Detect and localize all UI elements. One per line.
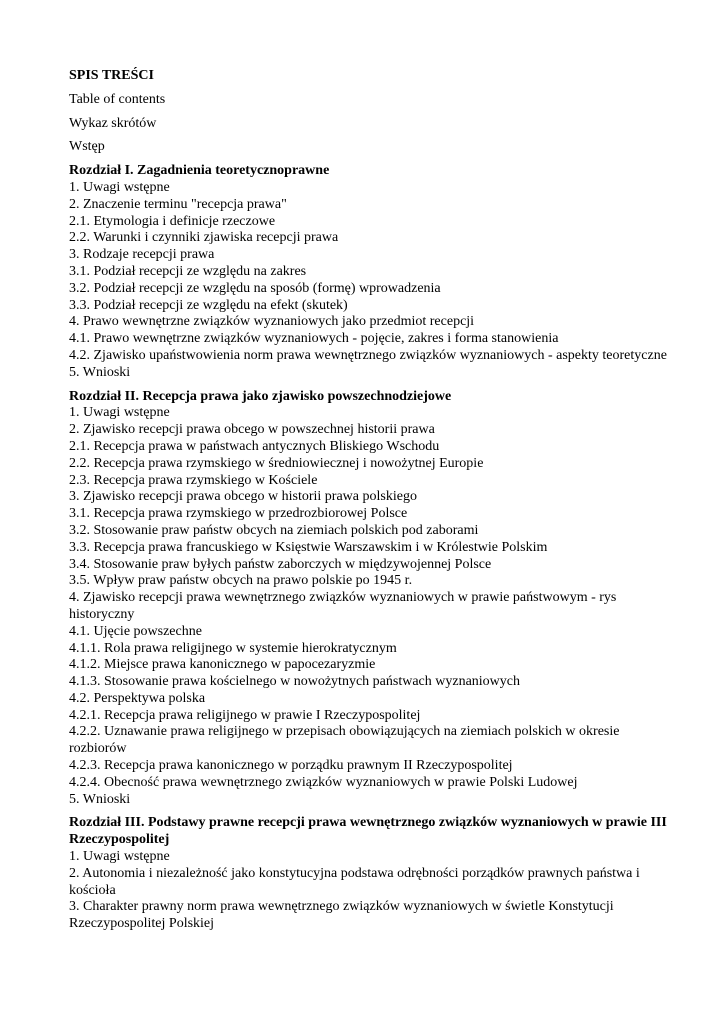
toc-item: 2.2. Warunki i czynniki zjawiska recepcji prawa <box>69 230 339 246</box>
toc-item: 3.3. Recepcja prawa francuskiego w Księstwie Warszawskim i w Królestwie Polskim <box>69 539 548 555</box>
toc-item: 5. Wnioski <box>69 364 131 380</box>
toc-item: 3. Rodzaje recepcji prawa <box>69 247 215 263</box>
toc-item: 3. Zjawisko recepcji prawa obcego w historii prawa polskiego <box>69 489 417 505</box>
toc-item: 1. Uwagi wstępne <box>69 849 170 865</box>
toc-item: 4.1.1. Rola prawa religijnego w systemie hierokratycznym <box>69 640 397 656</box>
toc-item: 4.2.2. Uznawanie prawa religijnego w przepisach obowiązujących na ziemiach polskich w okresie rozbiorów <box>69 724 620 757</box>
toc-entry-abbreviations: Wykaz skrótów <box>69 115 157 131</box>
chapter-heading: Rozdział III. Podstawy prawne recepcji prawa wewnętrznego związków wyznaniowych w prawie III Rzeczypospolitej <box>69 815 667 848</box>
toc-item: 3.1. Podział recepcji ze względu na zakres <box>69 263 307 279</box>
toc-item: 4.2. Zjawisko upaństwowienia norm prawa wewnętrznego związków wyznaniowych - aspekty teoretyczne <box>69 347 667 363</box>
toc-item: 2. Zjawisko recepcji prawa obcego w powszechnej historii prawa <box>69 422 435 438</box>
toc-item: 1. Uwagi wstępne <box>69 405 170 421</box>
toc-item: 2.3. Recepcja prawa rzymskiego w Kościele <box>69 472 318 488</box>
toc-item: 4.2.3. Recepcja prawa kanonicznego w porządku prawnym II Rzeczypospolitej <box>69 758 513 774</box>
toc-item: 4. Prawo wewnętrzne związków wyznaniowych jako przedmiot recepcji <box>69 314 475 330</box>
toc-item: 3.2. Podział recepcji ze względu na sposób (formę) wprowadzenia <box>69 280 441 296</box>
chapter-heading: Rozdział I. Zagadnienia teoretycznoprawne <box>69 163 330 179</box>
toc-item: 2.1. Recepcja prawa w państwach antycznych Bliskiego Wschodu <box>69 438 440 454</box>
toc-entry-introduction: Wstęp <box>69 139 105 155</box>
chapter-heading: Rozdział II. Recepcja prawa jako zjawisko powszechnodziejowe <box>69 388 452 404</box>
toc-item: 4.2.4. Obecność prawa wewnętrznego związków wyznaniowych w prawie Polski Ludowej <box>69 774 578 790</box>
toc-item: 4.1.3. Stosowanie prawa kościelnego w nowożytnych państwach wyznaniowych <box>69 674 521 690</box>
toc-item: 2.1. Etymologia i definicje rzeczowe <box>69 213 276 229</box>
toc-item: 3.4. Stosowanie praw byłych państw zaborczych w międzywojennej Polsce <box>69 556 492 572</box>
toc-entry-table-of-contents: Table of contents <box>69 91 166 107</box>
toc-item: 4.2.1. Recepcja prawa religijnego w prawie I Rzeczypospolitej <box>69 707 421 723</box>
toc-item: 4.2. Perspektywa polska <box>69 690 206 706</box>
toc-item: 3.3. Podział recepcji ze względu na efekt (skutek) <box>69 297 348 313</box>
toc-item: 3.2. Stosowanie praw państw obcych na ziemiach polskich pod zaborami <box>69 522 479 538</box>
toc-item: 3.1. Recepcja prawa rzymskiego w przedrozbiorowej Polsce <box>69 506 408 522</box>
table-of-contents <box>69 68 669 933</box>
toc-item: 2. Znaczenie terminu "recepcja prawa" <box>69 196 287 212</box>
toc-item: 2. Autonomia i niezależność jako konstytucyjna podstawa odrębności porządków prawnych państwa i kościoła <box>69 865 640 898</box>
toc-item: 4. Zjawisko recepcji prawa wewnętrznego związków wyznaniowych w prawie państwowym - rys historyczny <box>69 590 617 622</box>
toc-item: 2.2. Recepcja prawa rzymskiego w średniowiecznej i nowożytnej Europie <box>69 455 484 471</box>
toc-item: 5. Wnioski <box>69 791 131 807</box>
toc-item: 3.5. Wpływ praw państw obcych na prawo polskie po 1945 r. <box>69 573 413 589</box>
toc-item: 4.1. Prawo wewnętrzne związków wyznaniowych - pojęcie, zakres i forma stanowienia <box>69 331 559 347</box>
toc-item: 4.1.2. Miejsce prawa kanonicznego w papocezaryzmie <box>69 657 376 673</box>
toc-item: 4.1. Ujęcie powszechne <box>69 623 202 639</box>
toc-title: SPIS TREŚCI <box>69 68 154 83</box>
toc-item: 1. Uwagi wstępne <box>69 179 170 195</box>
toc-item: 3. Charakter prawny norm prawa wewnętrznego związków wyznaniowych w świetle Konstytucji Rzeczypospolitej Polskiej <box>69 899 614 932</box>
